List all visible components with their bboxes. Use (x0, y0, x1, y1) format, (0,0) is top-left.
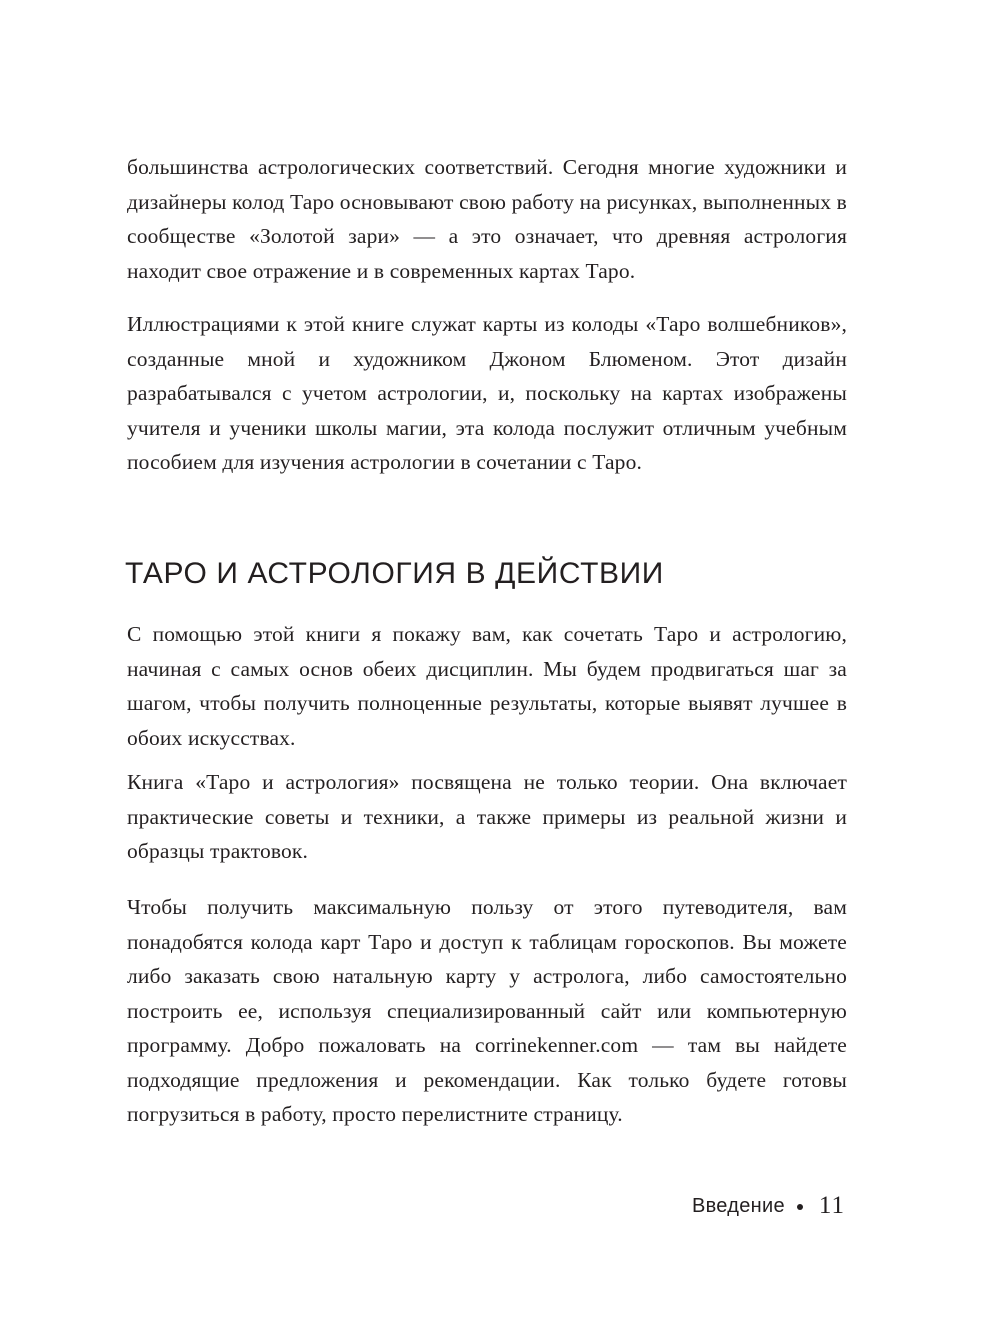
paragraph-text: большинства астрологических соответствий. Сегодня многие художники и дизайнеры колод Таро основывают свою работу на рисунках, выполненных в сообществе «Золотой зари» — а это означает, что древняя астрология находит свое отражение и в современных картах Таро. (127, 155, 847, 283)
paragraph-golden-dawn (127, 150, 847, 288)
page-number: 11 (818, 1192, 845, 1219)
paragraph-wizards-tarot (127, 307, 847, 480)
paragraph-text: Чтобы получить максимальную пользу от этого путеводителя, вам понадобятся колода карт Таро и доступ к таблицам гороскопов. Вы можете либо заказать свою натальную карту у астролога, либо самостоятельно построить ее, используя специализированный сайт или компьютерную программу. Добро пожаловать на corrinekenner.com — там вы найдете подходящие предложения и рекомендации. Как только будете готовы погрузиться в работу, просто перелистните страницу. (127, 895, 847, 1126)
paragraph-text: С помощью этой книги я покажу вам, как сочетать Таро и астрологию, начиная с самых основ обеих дисциплин. Мы будем продвигаться шаг за шагом, чтобы получить полноценные результаты, которые выявят лучшее в обоих искусствах. (127, 622, 847, 750)
page-footer (692, 1192, 845, 1220)
paragraph-text: Иллюстрациями к этой книге служат карты из колоды «Таро волшебников», созданные мной и художником Джоном Блюменом. Этот дизайн разрабатывался с учетом астрологии, и, поскольку на картах изображены учителя и ученики школы магии, эта колода послужит отличным учебным пособием для изучения астрологии в сочетании с Таро. (127, 312, 847, 474)
paragraph-book-scope (127, 765, 847, 869)
footer-section-title: Введение (691, 1194, 785, 1217)
paragraph-book-intro (127, 617, 847, 755)
paragraph-getting-started (127, 890, 847, 1132)
section-heading: ТАРО И АСТРОЛОГИЯ В ДЕЙСТВИИ (125, 557, 664, 590)
bullet-separator-icon (797, 1204, 803, 1210)
paragraph-text: Книга «Таро и астрология» посвящена не только теории. Она включает практические советы и техники, а также примеры из реальной жизни и образцы трактовок. (127, 770, 847, 863)
